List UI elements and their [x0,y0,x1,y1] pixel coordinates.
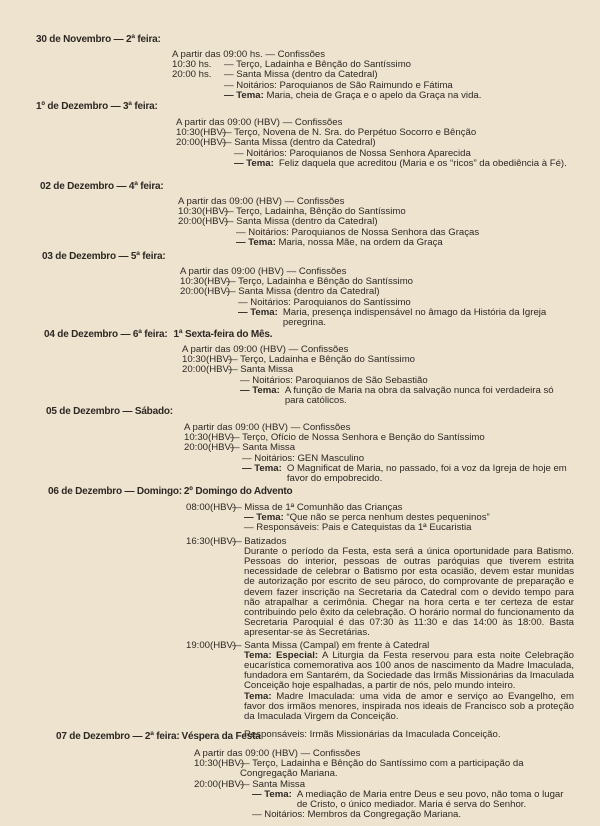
tema-text: A função de Maria na obra da salvação nunca foi verdadeira só para católicos. [284,384,554,407]
tema-label: — Tema: [224,89,264,101]
time-label: 20:00(HBV) [184,442,235,454]
noitarios-line: — Noitários: Paroquianos de São Raimundo e Fátima [224,79,453,91]
event-line: — Terço, Ladainha e Bênção do Santíssimo [228,354,416,366]
time-label: 10:30(HBV) [176,127,227,139]
day-highlight: 1ª Sexta-feira do Mês. [173,329,273,340]
day-heading: 1º de Dezembro — 3ª feira: [36,101,158,112]
tema-text: Madre Imaculada: uma vida de amor e serviço ao Evangelho, em favor dos irmãos menores, inspirada nos ideais de Francisco sob a proteção da Imaculada Virgem da Conceição. [244,690,575,723]
time-label: 10:30(HBV) [184,432,235,444]
day-section [36,406,588,484]
event-line: — Terço, Ladainha e Bênção do Santíssimo com a participação da Congregação Mariana. [240,758,524,780]
confession-line: A partir das 09:00 hs. — Confissões [172,49,326,60]
tema-text: Feliz daquela que acreditou (Maria e os “ricos” da obediência à Fé). [278,157,567,169]
tema-text: Maria, nossa Mãe, na ordem da Graça [278,236,443,248]
time-label: 10:30(HBV) [194,758,245,770]
event-line: — Santa Missa [240,778,306,790]
day-heading: 04 de Dezembro — 6ª feira: [44,329,168,340]
noitarios-line: — Noitários: Paroquianos de São Sebastião [240,374,428,386]
day-heading: 02 de Dezembro — 4ª feira: [40,181,164,192]
tema-text: Maria, presença indispensável no âmago da História da Igreja peregrina. [282,306,547,329]
tema-text: O Magnificat de Maria, no passado, foi a voz da Igreja de hoje em favor do empobrecido. [286,462,567,485]
event-line: — Batizados [232,535,287,547]
time-label: 19:00(HBV) [186,639,237,651]
time-label: 20:00(HBV) [182,364,233,376]
time-label: 20:00(HBV) [180,286,231,298]
time-label: 10:30 hs. [172,59,212,71]
tema-label: — Tema: [234,157,274,169]
day-section [36,251,588,328]
confession-line: A partir das 09:00 (HBV) — Confissões [184,422,351,433]
day-highlight: Véspera da Festa [181,731,261,742]
event-line: — Terço, Ladainha e Bênção do Santíssimo [224,59,412,71]
day-section [36,34,588,101]
event-line: — Terço, Ofício de Nossa Senhora e Benção do Santíssimo [230,432,485,444]
event-line: — Missa de 1ª Comunhão das Crianças [232,502,403,513]
event-line: — Santa Missa (dentro da Catedral) [222,137,376,149]
confession-line: A partir das 09:00 (HBV) — Confissões [182,344,349,355]
event-line: — Santa Missa (dentro da Catedral) [224,216,378,228]
tema-especial-text: A Liturgia da Festa reservou para esta noite Celebração eucarística comemorativa aos 100 anos de nascimento da Madre Imaculada, fundadora em Santarém, da Sociedade das Irmãs Missionárias da Imaculada Conceição hoje espalhadas, a partir de nós, pelo mundo inteiro. [244,649,574,692]
day-highlight: 2º Domingo do Advento [183,486,293,497]
confession-line: A partir das 09:00 (HBV) — Confissões [180,266,347,277]
tema-label: — Tema: [238,306,278,318]
day-section [36,731,588,820]
noitarios-line: — Noitários: Paroquianos de Nossa Senhora Aparecida [234,147,471,159]
event-line: — Terço, Ladainha, Bênção do Santíssimo [224,206,406,218]
confession-line: A partir das 09:00 (HBV) — Confissões [194,748,361,759]
time-label: 20:00(HBV) [194,778,245,790]
responsaveis-line: — Responsáveis: Pais e Catequistas da 1ª Eucaristia [244,522,472,534]
tema-label: — Tema: [240,384,280,396]
tema-text: A mediação de Maria entre Deus e seu povo, não toma o lugar de Cristo, o único mediador. Maria é serva do Senhor. [296,788,564,811]
tema-especial-label: Tema: Especial: [244,649,319,661]
day-section [36,329,588,406]
tema-label: Tema: [244,690,272,702]
day-heading: 30 de Novembro — 2ª feira: [36,34,161,45]
noitarios-line: — Noitários: GEN Masculino [242,452,365,464]
event-line: — Terço, Novena de N. Sra. do Perpétuo Socorro e Bênção [222,127,477,139]
noitarios-line: — Noitários: Membros da Congregação Mariana. [252,809,462,821]
time-label: 10:30(HBV) [182,354,233,366]
event-line: — Santa Missa [230,442,296,454]
time-label: 10:30(HBV) [180,276,231,288]
time-label: 10:30(HBV) [178,206,229,218]
event-line: — Santa Missa [228,364,294,376]
time-label: 20:00(HBV) [178,216,229,228]
day-section [36,181,588,248]
time-label: 08:00(HBV) [186,502,237,513]
day-heading: 03 de Dezembro — 5ª feira: [42,251,166,262]
noitarios-line: — Noitários: Paroquianos de Nossa Senhora das Graças [236,226,480,238]
confession-line: A partir das 09:00 (HBV) — Confissões [176,117,343,128]
noitarios-line: — Noitários: Paroquianos do Santíssimo [238,296,411,308]
tema-text: Maria, cheia de Graça e o apelo da Graça na vida. [266,89,482,101]
tema-label: — Tema: [236,236,276,248]
event-line: — Santa Missa (dentro da Catedral) [224,69,378,81]
tema-label: — Tema: [252,788,292,800]
time-label: 20:00 hs. [172,69,212,81]
tema-label: — Tema: [242,462,282,474]
responsaveis-line: Responsáveis: Irmãs Missionárias da Imaculada Conceição. [244,729,501,741]
event-line: — Santa Missa (Campal) em frente à Catedral [232,639,430,651]
time-label: 20:00(HBV) [176,137,227,149]
day-heading: 06 de Dezembro — Domingo: [48,486,182,497]
day-section [36,486,588,740]
tema-label: — Tema: [244,512,284,524]
baptism-notice: Durante o período da Festa, esta será a única oportunidade para Batismo. Pessoas do interior, pessoas de outras paróquias que tiverem estrita necessidade de celebrar o Batismo por esta ocasião, devem estar munidas de autorização por escrito de seu pároco, do comprovante de preparação e devem fazer inscrição na Secretaria da Catedral com o devido tempo para não atrapalhar a cerimônia. Chegar na hora certa e ter certeza de estar contribuindo pelo êxito da celebração. O horário normal do funcionamento da Secretaria Paroquial é das 07:30 às 11:30 e das 14:00 às 18:00. Basta apresentar-se às Secretárias. [244,545,574,639]
time-label: 16:30(HBV) [186,535,237,547]
day-heading: 07 de Dezembro — 2ª feira: [56,731,180,742]
event-line: — Terço, Ladainha e Bênção do Santíssimo [226,276,414,288]
day-heading: 05 de Dezembro — Sábado: [46,406,173,417]
day-section [36,101,588,169]
confession-line: A partir das 09:00 (HBV) — Confissões [178,196,345,207]
tema-text: “Que não se perca nenhum destes pequeninos” [286,512,490,524]
event-line: — Santa Missa (dentro da Catedral) [226,286,380,298]
